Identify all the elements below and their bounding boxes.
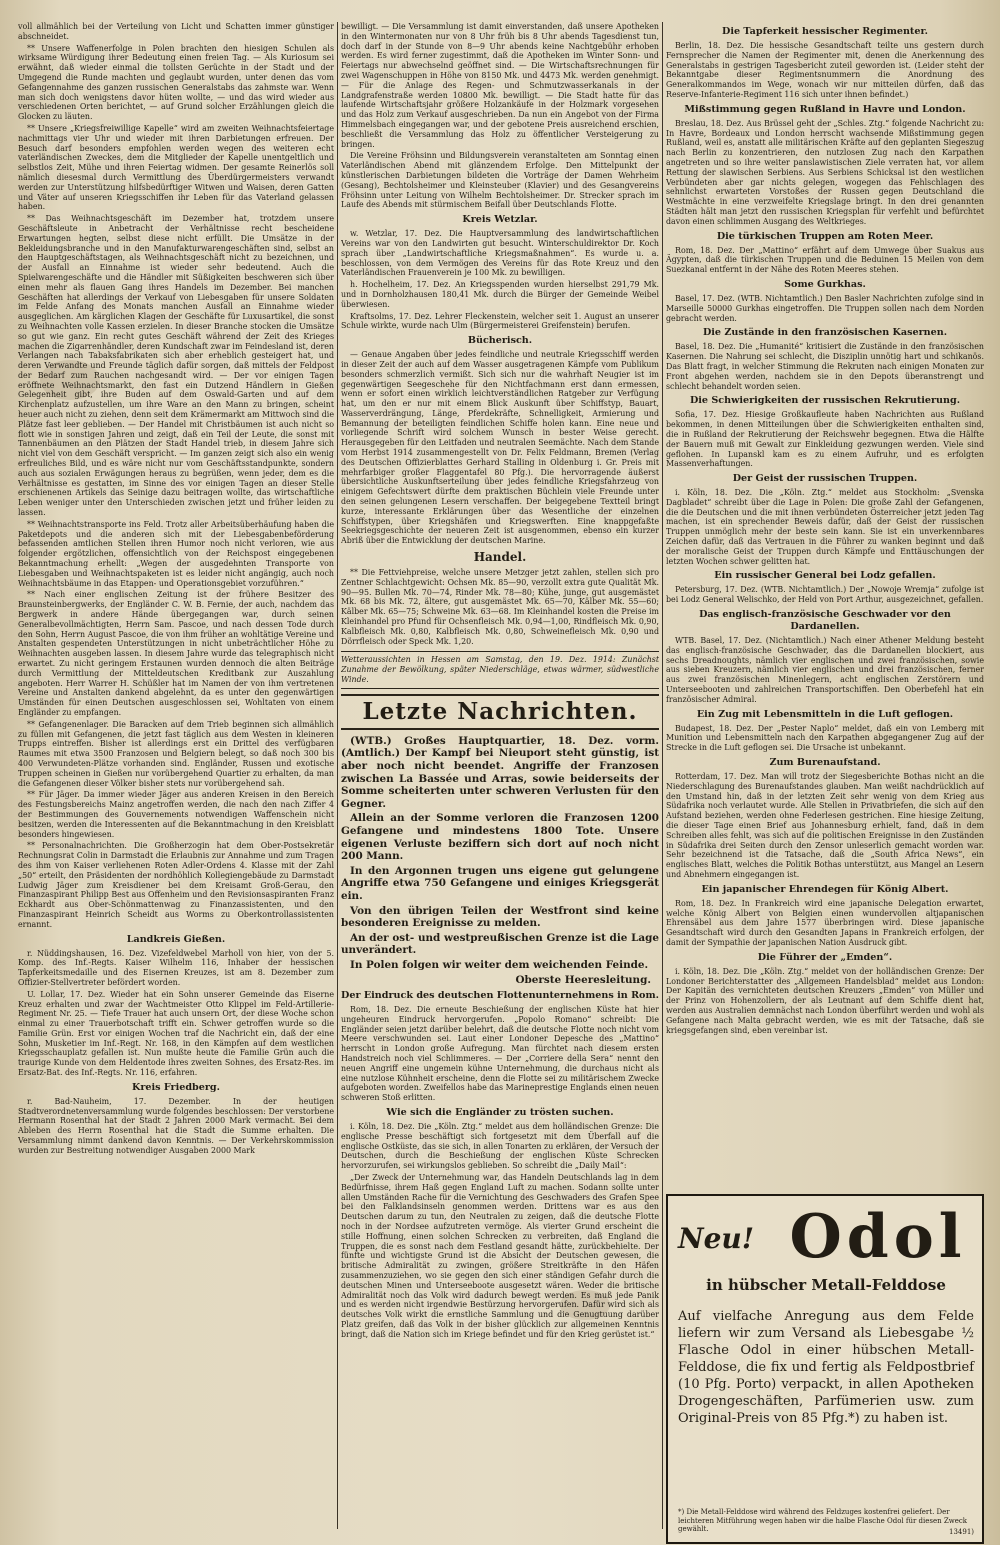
section-heading: Der Eindruck des deutschen Flottenunternehmens in Rom.: [341, 990, 659, 1002]
district-news-paragraph: bewilligt. — Die Versammlung ist damit einverstanden, daß unsere Apotheken in den Wintermonaten nur von 8 Uhr früh bis 8 Uhr abends Tagesdienst tun, doch darf in der Stunde von 8—9 Uhr abends keine Nachtgebühr erhoben werden. Es wird ferner zugestimmt, daß die Apotheken im Winter Sonn- und Feiertags nur abwechselnd geöffnet sind. — Die Wirtschaftsrechnungen für zwei Wagenschuppen in Höhe von 8150 Mk. und 4473 Mk. werden genehmigt. — Für die Anlage des Regen- und Schmutzwasserkanals in der Landgrafenstraße werden 10800 Mk. bewilligt. — Die Stadt hatte für das laufende Wirtschaftsjahr größere Holzankäufe in der Holzmark vorgesehen und das Holz zum Verkauf ausgeschrieben. Da nun ein Angebot von der Firma Himmelsbach eingegangen war, und der gebotene Preis ausreichend erschien, beschließt die Versammlung das Holz zu öffentlicher Versteigerung zu bringen.: [341, 22, 659, 149]
section-heading: Landkreis Gießen.: [126, 933, 226, 945]
district-news-paragraph: w. Wetzlar, 17. Dez. Die Hauptversammlung des landwirtschaftlichen Vereins war von den Landwirten gut besucht. Winterschuldirektor Dr. Koch sprach über „Landwirtschaftliche Kriegsmaßnahmen“. Es wurde u. a. beschlossen, von dem Vermögen des Vereins für das Rote Kreuz und den Vaterländischen Frauenverein je 100 Mk. zu bewilligen.: [341, 229, 659, 278]
army-report-paragraph: An der ost- und westpreußischen Grenze ist die Lage unverändert.: [341, 931, 659, 957]
section-heading: Ein japanischer Ehrendegen für König Albert.: [701, 883, 949, 895]
report-signature: Oberste Heeresleitung.: [515, 973, 651, 986]
section-heading: Ein russischer General bei Lodz gefallen.: [714, 570, 936, 582]
news-paragraph: Budapest, 18. Dez. Der „Pester Naplo“ meldet, daß ein von Lemberg mit Munition und Lebensmitteln nach den Karpathen abgegangener Zug auf der Strecke in die Luft geflogen sei. Die Ursache ist unbekannt.: [666, 723, 984, 753]
news-paragraph: Rom, 18. Dez. Der „Mattino“ erfährt auf dem Umwege über Suakus aus Ägypten, daß die türkischen Truppen und die Beduinen 15 Meilen von dem Suezkanal entfernt in der Nähe des Roten Meeres stehen.: [666, 245, 984, 275]
news-paragraph: Rom, 18. Dez. Die erneute Beschießung der englischen Küste hat hier ungeheuren Eindruck hervorgerufen. „Popolo Romano“ schreibt: Die Engländer seien jetzt darüber belehrt, daß die deutsche Flotte noch nicht vom Meere verschwunden sei. Laut einer Londoner Depesche des „Mattino“ herrscht in London große Aufregung. Man fürchtet nach diesem ersten Handstreich noch viel Schlimmeres. — Der „Corriere della Sera“ nennt den neuen Angriff eine ungemein kühne Unternehmung, die durchaus nicht als eine nutzlose Kühnheit erscheine, denn die Flotte sei zu militärischem Zwecke aufgeboten worden. Zweifellos habe das Marineprestige Englands einen neuen schweren Stoß erlitten.: [341, 1005, 659, 1103]
column-rule: [337, 22, 338, 1529]
section-heading: Das englisch-französische Geschwader vor den Dardanellen.: [699, 609, 951, 633]
book-review-paragraph: — Genaue Angaben über jedes feindliche und neutrale Kriegsschiff werden in dieser Zeit der auch auf dem Wasser ausgetragenen Kämpfe vom Publikum besonders schmerzlich vermißt. Sich sich nur die wahrhaft Neugier ist im gegenwärtigen Seegeschehe für den Nichtfachmann erst dann ermessen, wenn er sofort einen wirklich leichtverständlichen Ratgeber zur Verfügung hat, um den er nur mit einem Blick Auskunft über Schiffstyp, Bauart, Wasserverdrängung, Länge, Pferdekräfte, Schnelligkeit, Armierung und Bemannung der beteiligten feindlichen Schiffe holen kann. Eine neue und vorliegende Schrift wird solchem Wunsch in bester Weise gerecht. Herausgegeben für den Leitfaden und neutralen Seemächte. Nach dem Stande vom Herbst 1914 zusammengestellt von Dr. Felix Feldmann, Bremen (Verlag des Deutschen Offizierblattes Gerhard Stalling in Oldenburg i. Gr. Preis mit mehrfarbiger großer Flaggentafel 80 Pfg.). Die hervorragende äußerst übersichtliche Auskunftserteilung über jedes feindliche Kriegsfahrzeug von einigem Gefechtswert dürfte dem praktischen Büchlein viele Freunde unter den seinen gelungenen Lesern verschaffen. Der beigegebene Textteil bringt kurze, interessante Erklärungen über das Wesentliche der einzelnen Schiffstypen, über Kriegshäfen und Kriegswerften. Eine knappgefaßte Seekriegsgeschichte der neueren Zeit ist ausgenommen, ebenso ein kurzer Abriß über die Entwicklung der deutschen Marine.: [341, 350, 659, 546]
news-paragraph: Rom, 18. Dez. In Frankreich wird eine japanische Delegation erwartet, welche König Albert von Belgien einen wundervollen altjapanischen Ehrensäbel aus dem Jahre 1577 überbringen wird. Diese japanische Gesandtschaft wird durch den Gesandten Japans in Frankreich erfolgen, der damit der Sympathie der japanischen Nation Ausdruck gibt.: [666, 898, 984, 947]
news-paragraph: Breslau, 18. Dez. Aus Brüssel geht der „Schles. Ztg.“ folgende Nachricht zu: In Havre, Bordeaux und London herrscht wachsende Mißstimmung gegen Rußland, weil es, anstatt alle militärischen Kräfte auf den geplanten Siegeszug nach Berlin zu konzentrieren, den nutzlosen Zug nach den Karpathen angetreten und so ihre weiter panslawistischen Ziele verraten hat, vor allem Rettung der slawischen Serbiens. Aus Serbiens Schicksal ist den westlichen Verbündeten aber gar nichts gelegen, wogegen das Fehlschlagen des sehnlichst erwarteten Vorstoßes der Russen gegen Deutschland die Westmächte in eine verzweifelte Kriegslage bringt. In den drei genannten Städten hält man jetzt den russischen Kriegsplan für verfehlt und befürchtet davon einen schlimmen Ausgang des Weltkrieges.: [666, 118, 984, 226]
district-news-paragraph: h. Hochelheim, 17. Dez. An Kriegsspenden wurden hierselbst 291,79 Mk. und in Dornholzhausen 180,41 Mk. durch die Bürger der Gemeinde Weibel überwiesen.: [341, 280, 659, 309]
odol-advertisement: [666, 1194, 984, 1544]
news-paragraph: i. Köln, 18. Dez. Die „Köln. Ztg.“ meldet aus Stockholm: „Svenska Dagbladet“ schreibt über die Lage in Polen: Die große Zahl der Gefangenen, die die Deutschen und die mit ihnen verbündeten Österreicher jetzt jeden Tag machen, ist ein sprechender Beweis dafür, daß der Geist der russischen Truppen unmöglich mehr der beste sein kann. Sie ist ein unverkennbares Zeichen dafür, daß das Vertrauen in die Führer zu wanken beginnt und daß der moralische Geist der Truppen durch Kämpfe und Enttäuschungen der letzten Wochen schwer gelitten hat.: [666, 488, 984, 566]
army-report-paragraph: In Polen folgen wir weiter dem weichenden Feinde.: [350, 958, 649, 971]
section-heading: Die Führer der „Emden“.: [757, 951, 893, 963]
army-report-paragraph: Von den übrigen Teilen der Westfront sind keine besonderen Ereignisse zu melden.: [341, 904, 659, 930]
ad-body-text: Auf vielfache Anregung aus dem Felde liefern wir zum Versand als Liebesgabe ½ Flasche Odol in einer hübschen Metall-Felddose, die fix und fertig als Feldpostbrief (10 Pfg. Porto) verpackt, in allen Apotheken Drogengeschäften, Parfümerien usw. zum Original-Preis von 85 Pfg.*) zu haben ist.: [678, 1309, 974, 1426]
local-news-paragraph: ** Nach einer englischen Zeitung ist der frühere Besitzer des Braunsteinbergwerks, der Engländer C. W. B. Fernie, der auch, nachdem das Bergwerk in andere Hände übergegangen war, durch seinen Generalbevollmächtigten, Herrn Sam. Pascoe, und nach dessen Tode durch den Sohn, Herrn August Pascoe, die von ihm früher an wohltätige Vereine und Anstalten gespendeten Unterstützungen in nicht unbeträchtlicher Höhe zu Weihnachten ausgeben lassen. In diesem Jahre wurde das telegraphisch nicht erwartet. Zu nicht geringem Erstaunen wurden dennoch die alten Beiträge durch Vermittlung der Mitteldeutschen Kreditbank zur Auszahlung angeboten. Herr Warrer H. Schüßler hat im Namen der von ihm vertretenen Vereine und Anstalten dankend abgelehnt, da es unter den gegenwärtigen Umständen für einen Deutschen ausgeschlossen sei, Wohltaten von einem Engländer zu empfangen.: [18, 590, 334, 717]
news-paragraph: Basel, 18. Dez. Die „Humanité“ kritisiert die Zustände in den französischen Kasernen. Die Nahrung sei schlecht, die Disziplin unnötig hart und schikanös. Das Blatt fragt, in welcher Stimmung die Rekruten nach einigen Monaten zur Front abgehen werden, nachdem sie in den Depots überanstrengt und schlecht behandelt worden seien.: [666, 342, 984, 391]
army-report-paragraph: In den Argonnen trugen uns eigene gut gelungene Angriffe etwa 750 Gefangene und einiges Kriegsgerät ein.: [341, 864, 659, 902]
district-news-paragraph: r. Bad-Nauheim, 17. Dezember. In der heutigen Stadtverordnetenversammlung wurde folgendes beschlossen: Der verstorbene Hermann Rosenthal hat der Stadt 2 Jahren 2000 Mark vermacht. Bei dem Ableben des Herrn Rosenthal hat die Stadt die Summe erhalten. Die Versammlung nimmt dankend davon Kenntnis. — Der Verkehrskommission wurden zur Bestreitung notwendiger Ausgaben 2000 Mark: [18, 1096, 334, 1155]
news-paragraph: „Der Zweck der Unternehmung war, das Handeln Deutschlands lag in dem Bedürfnisse, ihrem Haß gegen England Luft zu machen. Sodann sollte unter allen Umständen Rache für die Vernichtung des Geschwaders des Grafen Spee bei den Falklandsinseln genommen werden. Drittens war es aus den Deutschen darum zu tun, den Neutralen zu zeigen, daß die deutsche Flotte noch in der Nordsee aufzutreten vermöge. Als vierter Grund erscheint die stille Hoffnung, einen solchen Schrecken zu verbreiten, daß England die Truppen, die es sonst nach dem Festland gesandt hätte, zurückbehielte. Der fünfte und wichtigste Grund ist die Absicht der Deutschen gewesen, die britische Admiralität zu zwingen, größere Streitkräfte in den Häfen zusammenzuziehen, wo sie gegen den sich einer ständigen Gefahr durch die deutschen Minen und Unterseeboote ausgesetzt wären. Weder die britische Admiralität noch das Volk wird dadurch bewegt werden. Es muß jede Panik und es werden nicht irgendwie Bestürzung hervorgerufen. Dafür wird sich als deutsches Volk wirkt die ernstliche Sammlung und die Genugtuung darüber Platz greifen, daß das Volk in der bisher glücklich zur allgemeinen Kenntnis bringt, daß die Nation sich im Kriege befindet und für den Krieg gerüstet ist.“: [341, 1173, 659, 1339]
section-heading: Ein Zug mit Lebensmitteln in die Luft geflogen.: [696, 708, 954, 720]
local-news-paragraph: ** Gefangenenlager. Die Baracken auf dem Trieb beginnen sich allmählich zu füllen mit Gefangenen, die jetzt fast täglich aus dem Westen in kleineren Trupps eintreffen. Bisher ist allerdings erst ein Drittel des verfügbaren Raumes mit etwa 3500 Franzosen und Belgiern belegt, so daß noch 300 bis 400 Verwundeten-Plätze vorhanden sind. Engländer, Russen und exotische Truppen scheinen in Gießen nur vorübergehend Quartier zu erhalten, da man die Gefangenen dieser Völker bisher stets nur vorübergehend sah.: [18, 719, 334, 788]
section-heading: Die Schwierigkeiten der russischen Rekrutierung.: [689, 395, 961, 407]
news-paragraph: i. Köln, 18. Dez. Die „Köln. Ztg.“ meldet von der holländischen Grenze: Der Londoner Berichterstatter des „Allgemeen Handelsblad“ meldet aus London: Der Kapitän des vernichteten deutschen Kreuzers „Emden“ von Müller und der Prinz von Hohenzollern, der als Leutnant auf dem Schiffe dient hat, werden aus Australien demnächst nach London überführt werden und wohl als Gefangene nach Malta gebracht werden, wie es mit der Tatsache, daß sie kriegsgefangen sind, eben vereinbar ist.: [666, 966, 984, 1035]
market-prices-paragraph: ** Die Fettviehpreise, welche unsere Metzger jetzt zahlen, stellen sich pro Zentner Schlachtgewicht: Ochsen Mk. 85—90, verzollt extra gute Qualität Mk. 90—95. Bullen Mk. 70—74, Rinder Mk. 78—80; Kühe, junge, gut ausgemästet Mk. 68 bis Mk. 72, ältere, gut ausgemästet Mk. 65—70, Kälber Mk. 55—60; Kälber Mk. 65—75; Schweine Mk. 63—68. Im Kleinhandel kosten die Preise im Kleinhandel pro Pfund für Ochsenfleisch Mk. 0,94—1,00, Rindfleisch Mk. 0,90, Kalbfleisch Mk. 0,80, Kalbfleisch Mk. 0,80, Schweinefleisch Mk. 0,90 und Dörrfleisch oder Speck Mk. 1,20.: [341, 568, 659, 646]
ad-new-label: Neu!: [678, 1222, 755, 1255]
news-paragraph: Sofia, 17. Dez. Hiesige Großkaufleute haben Nachrichten aus Rußland bekommen, in denen Mitteilungen über die Schwierigkeiten enthalten sind, die in Rußland der Rekrutierung der Reichswehr begegnen. Etwa die Hälfte der Bauern muß mit Gewalt zur Einkleidung gezwungen werden. Viele sind geflohen. In Lupanskl kam es zu einem Aufruhr, und es erfolgten Massenverhaftungen.: [666, 410, 984, 469]
news-paragraph: WTB. Basel, 17. Dez. (Nichtamtlich.) Nach einer Athener Meldung besteht das englisch-französische Geschwader, das die Dardanellen blockiert, aus sechs Dreadnoughts, nämlich vier englischen und zwei französischen, sowie aus sieben Kreuzern, nämlich vier englischen und drei französischen, ferner aus zwei französischen Minenlegern, acht englischen Zerstörern und Unterseebooten und zahlreichen Transportschiffen. Den Oberbefehl hat ein französischer Admiral.: [666, 636, 984, 704]
article-text: voll allmählich bei der Verteilung von Licht und Schatten immer günstiger abschneidet.: [18, 22, 334, 41]
column-rule: [662, 22, 663, 1529]
section-heading: Die türkischen Truppen am Roten Meer.: [716, 230, 934, 242]
column-2: [341, 22, 659, 1537]
local-news-paragraph: ** Personalnachrichten. Die Großherzogin hat dem Ober-Postsekretär Rechnungsrat Colin in Darmstadt die Erlaubnis zur Annahme und zum Tragen des ihm von Kaiser verliehenen Roten Adler-Ordens 4. Klasse mit der Zahl „50“ erteilt, den Präsidenten der nordhöhlich Kollegiengebäude zu Darmstadt Ludwig Jäger zum Kreisdiener bei dem Kreisamt Groß-Gerau, den Finanzaspirant Philipp Best aus Offenheim und den Revisionsaspiranten Franz Eckhardt aus Ober-Schönmattenwag zu Finanzassistenten, und den Finanzaspirant Heinrich Scheidt aus Worms zu Oberkontrollassistenten ernannt.: [18, 841, 334, 929]
army-report-paragraph: (WTB.) Großes Hauptquartier, 18. Dez. vorm. (Amtlich.) Der Kampf bei Nieuport steht günstig, ist aber noch nicht beendet. Angriffe der Franzosen zwischen La Bassée und Arras, sowie beiderseits der Somme scheiterten unter schweren Verlusten für den Gegner.: [341, 734, 659, 810]
section-heading: Handel.: [473, 550, 527, 565]
ad-footnote: *) Die Metall-Felddose wird während des Feldzuges kostenfrei geliefert. Der leichteren Mitführung wegen haben wir die halbe Flasche Odol für diesen Zweck gewählt.: [678, 1508, 968, 1533]
section-heading: Wie sich die Engländer zu trösten suchen.: [386, 1107, 614, 1119]
weather-forecast: Wetteraussichten in Hessen am Samstag, den 19. Dez. 1914: Zunächst Zunahme der Bewölkung, später Niederschläge, etwas wärmer, südwestliche Winde.: [341, 651, 659, 688]
local-news-paragraph: ** Das Weihnachtsgeschäft im Dezember hat, trotzdem unsere Geschäftsleute in Anbetracht der Verhältnisse recht bescheidene Erwartungen hegten, selbst diese nicht erfüllt. Die Umsätze in der Bekleidungsbranche und in den Manufakturwarengeschäften sind, selbst an den Hauptgeschäftstagen, als Weihnachtsgeschäft nicht zu bezeichnen, und der Ausfall an Einnahme ist wieder sehr bedeutend. Auch die Spielwarengeschäfte und die Händler mit Süßigkeiten beschweren sich über einen mehr als flauen Gang ihres Handels im Dezember. Bei manchen Geschäften hat allerdings der Verkauf von Liebesgaben für unsere Soldaten im Felde Anfang des Monats manchen Ausfall an Einnahme wieder ausgeglichen. Am kärglichen Klagen der Geschäfte für Luxusartikel, die sonst zu Weihnachten volle Kassen erzielen. In dieser Branche stocken die Umsätze so gut wie ganz. Ein recht gutes Geschäft während der Zeit des Krieges machen die Zigarrenhändler, deren Kundschaft zwar im Feindesland ist, deren Verlangen nach Tabaksfabrikaten sich aber erheblich gesteigert hat, und deren Verwandte und Freunde täglich dafür sorgen, daß mittels der Feldpost der Bedarf zum Rauchen nachgesandt wird. — Der vor einigen Tagen eröffnete Weihnachtsmarkt, den fast ein Dutzend Händlern in Gießen Gelegenheit gibt, ihre Buden auf dem Oswald-Garten und auf dem Kirchenplatz aufzustellen, um ihre Ware an den Mann zu bringen, scheint heuer auch nicht zu ziehen, denn seit dem Krämermarkt am Mittwoch sind die Plätze fast leer geblieben. — Der Handel mit Christbäumen ist auch nicht so flott wie in sonstigen Jahren und zeigt, daß ein Teil der Leute, die sonst mit Tannenbäumen an den Plätzen der Stadt Handel trieb, in diesem Jahre sich nicht viel von dem Geschäft verspricht. — Im ganzen zeigt sich also ein wenig erfreuliches Bild, und es wäre nicht nur vom Geschäftsstandpunkte, sondern auch aus sozialen Erwägungen heraus zu begrüßen, wenn jeder, dem es die Verhältnisse es gestatten, im Sinne des vor einigen Tagen an dieser Stelle erschienenen Artikels das Seinige dazu beitragen wollte, das wirtschaftliche Leben weniger unter den Unterschieden zwischen jetzt und früher leiden zu lassen.: [18, 214, 334, 518]
section-heading: Der Geist der russischen Truppen.: [732, 473, 918, 485]
local-news-paragraph: ** Für Jäger. Da immer wieder Jäger aus anderen Kreisen in den Bereich des Festungsbereichs Mainz angetroffen werden, die nach den nach Ziffer 4 der Bestimmungen des Gouvernements notwendigen Waffenschein nicht besitzen, werden die Interessenten auf die Bekanntmachung in den Kreisblatt besonders hingewiesen.: [18, 790, 334, 839]
section-heading: Some Gurkhas.: [784, 278, 866, 290]
latest-news-headline: Letzte Nachrichten.: [341, 694, 659, 730]
army-report: [341, 735, 659, 986]
district-news-paragraph: r. Nüddingshausen, 16. Dez. Vizefeldwebel Marholl von hier, von der 5. Komp. des Inf.-Regts. Kaiser Wilhelm 116, Inhaber der hessischen Tapferkeitsmedaille und des Eisernen Kreuzes, ist am 8. Dezember zum Offizier-Stellvertreter befördert worden.: [18, 948, 334, 987]
ad-code: 13491): [949, 1528, 974, 1536]
district-news-paragraph: U. Lollar, 17. Dez. Wieder hat ein Sohn unserer Gemeinde das Eiserne Kreuz erhalten und zwar der Wachtmeister Otto Klippel im Feld-Artillerie-Regiment Nr. 25. — Tiefe Trauer hat auch unsern Ort, der diese Woche schon einmal zu einer Trauerbotschaft trifft ein. Schwer getroffen wurde so die Familie Grün. Erst vor einigen Wochen traf die Nachricht ein, daß der eine Sohn, Musketier im Inf.-Regt. Nr. 168, in den Kämpfen auf dem westlichen Kriegsschauplatz gefallen ist. Nun mußte heute die Familie Grün auch die traurige Kunde von dem Heldentode ihres zweiten Sohnes, des Ersatz-Res. im Ersatz-Bat. des Inf.-Regts. Nr. 116, erfahren.: [18, 989, 334, 1078]
local-news-paragraph: ** Weihnachtstransporte ins Feld. Trotz aller Arbeitsüberhäufung haben die Paketdepots und die anderen sich mit der Liebesgabenbeförderung befassenden amtlichen Stellen ihren Humor noch nicht verloren, wie aus folgender ergötzlichen, offensichtlich von der Reichspost eingegebenen Bekanntmachung erhellt: „Wegen der ausgedehnten Transporte von Liebesgaben und Weihnachtspaketen ist es leider nicht angängig, auch noch Weihnachtsbäume in das Etappen- und Operationsgebiet vorzuführen.“: [18, 519, 334, 588]
section-heading: Kreis Friedberg.: [132, 1081, 220, 1093]
news-paragraph: i. Köln, 18. Dez. Die „Köln. Ztg.“ meldet aus dem holländischen Grenze: Die englische Presse beschäftigt sich fortgesetzt mit dem Überfall auf die englische Ostküste, das sie sich, in allen Tonarten zu erklären, der Versuch der Deutschen, durch die Beschießung der englischen Küste Schrecken hervorzurufen, sei wirkungslos geblieben. So schreibt die „Daily Mail“:: [341, 1122, 659, 1171]
ad-subtitle: in hübscher Metall-Felddose: [706, 1276, 946, 1294]
section-heading: Kreis Wetzlar.: [462, 214, 538, 226]
column-1: [18, 22, 334, 1537]
ad-brand-logo: Odol: [789, 1202, 967, 1272]
section-heading: Mißstimmung gegen Rußland in Havre und London.: [684, 103, 966, 115]
section-heading: Die Zustände in den französischen Kasernen.: [702, 327, 948, 339]
news-paragraph: Petersburg, 17. Dez. (WTB. Nichtamtlich.) Der „Nowoje Wremja“ zufolge ist bei Lodz General Welischko, der Held von Port Arthur, ausgezeichnet, gefallen.: [666, 585, 984, 605]
news-paragraph: Basel, 17. Dez. (WTB. Nichtamtlich.) Den Basler Nachrichten zufolge sind in Marseille 50000 Gurkhas eingetroffen. Die Truppen sollen nach dem Norden gebracht werden.: [666, 293, 984, 323]
section-heading: Die Tapferkeit hessischer Regimenter.: [722, 26, 928, 37]
army-report-paragraph: Allein an der Somme verloren die Franzosen 1200 Gefangene und mindestens 1800 Tote. Unsere eigenen Verluste beziffern sich dort auf noch nicht 200 Mann.: [341, 812, 659, 863]
news-paragraph: Berlin, 18. Dez. Die hessische Gesandtschaft teilte uns gestern durch Fernsprecher die Namen der Regimenter mit, denen die Anerkennung des Generalstabs in gestrigen Tagesbericht zuteil geworden ist. (Leider steht der Bekanntgabe dieser Regimentsnummern die Anordnung des Generalkommandos im Wege, wonach wir nur mitteilen dürfen, daß das Reserve-Infanterie-Regiment 116 sich unter ihnen befindet.): [666, 41, 984, 99]
section-heading: Bücherisch.: [467, 335, 533, 347]
news-paragraph: Rotterdam, 17. Dez. Man will trotz der Siegesberichte Bothas nicht an die Niederschlagung des Burenaufstandes glauben. Man weißt nachdrücklich auf den Umstand hin, daß in der letzten Zeit sehr wenig von dem Krieg aus Südafrika noch verlautet wurde. Alle Stellen in Privatbriefen, die sich auf den Aufstand beziehen, werden ohne Federlesen gestrichen. Eine hiesige Zeitung, die dieser Tage einen Brief aus Johannesburg erhielt, fand, daß in dem Schreiben alles fehlt, was sich auf die politischen Ereignisse in den Zuständen in Südafrika drei Seiten durch den Zensor unleserlich gemacht worden war. Sehr bezeichnend ist die Tatsache, daß die „South Africa News“, ein englisches Blatt, welches die Politik Bothas unterstützt, aus Mangel an Lesern und Abnehmern eingegangen ist.: [666, 772, 984, 879]
district-news-paragraph: Kraftsolms, 17. Dez. Lehrer Fleckenstein, welcher seit 1. August an unserer Schule wirkte, wurde nach Ulm (Bürgermeisterei Greifenstein) berufen.: [341, 311, 659, 331]
section-heading: Zum Burenaufstand.: [769, 757, 881, 769]
local-news-paragraph: ** Unsere Waffenerfolge in Polen brachten den hiesigen Schulen als wirksame Würdigung ihrer Bedeutung einen freien Tag. — Als Kuriosum sei erwähnt, daß wieder einmal die tollsten Gerüchte in der Stadt und der Umgegend die Runde machten und geglaubt wurden, unter denen das vom Gefangennahme des ganzen russischen Generalstabs das zahmste war. Wenn man sich doch wenigstens davor hüten wollte, — und das wird wieder aus verschiedenen Orten berichtet, — auf Grund solcher Erzählungen gleich die Glocken zu läuten.: [18, 43, 334, 122]
district-news-paragraph: Die Vereine Fröhsinn und Bildungsverein veranstalteten am Sonntag einen Vaterländischen Abend mit glänzendem Erfolge. Den Mittelpunkt der künstlerischen Darbietungen bildeten die Vorträge der Damen Wehrheim (Gesang), Bechtolsheimer und Kleinsteuber (Klavier) und des Gesangvereins Fröhsinn unter Leitung von Wilhelm Bechtolsheimer. Dr. Strecker sprach im Laufe des Abends mit stürmischem Beifall über Deutschlands Flotte.: [341, 151, 659, 210]
local-news-paragraph: ** Unsere „Kriegsfreiwillige Kapelle“ wird am zweiten Weihnachtsfeiertage nachmittags vier Uhr und wieder mit ihren Darbietungen erfreuen. Der Besuch darf besonders empfohlen werden wegen des weiteren echt vaterländischen Zweckes, dem die Mitglieder der Kapelle unentgeltlich und selbstlos Zeit, Mühe und ihren Feiertag widmen. Der gesamte Reinerlös soll nämlich diesesmal durch Vermittlung des Überdürgermeisters verwandt werden zur Unterstützung hilfsbedürftiger Witwen und Waisen, deren Gatten und Väter auf unseren Kriegsschiffen ihr Leben für das Vaterland gelassen haben.: [18, 123, 334, 212]
